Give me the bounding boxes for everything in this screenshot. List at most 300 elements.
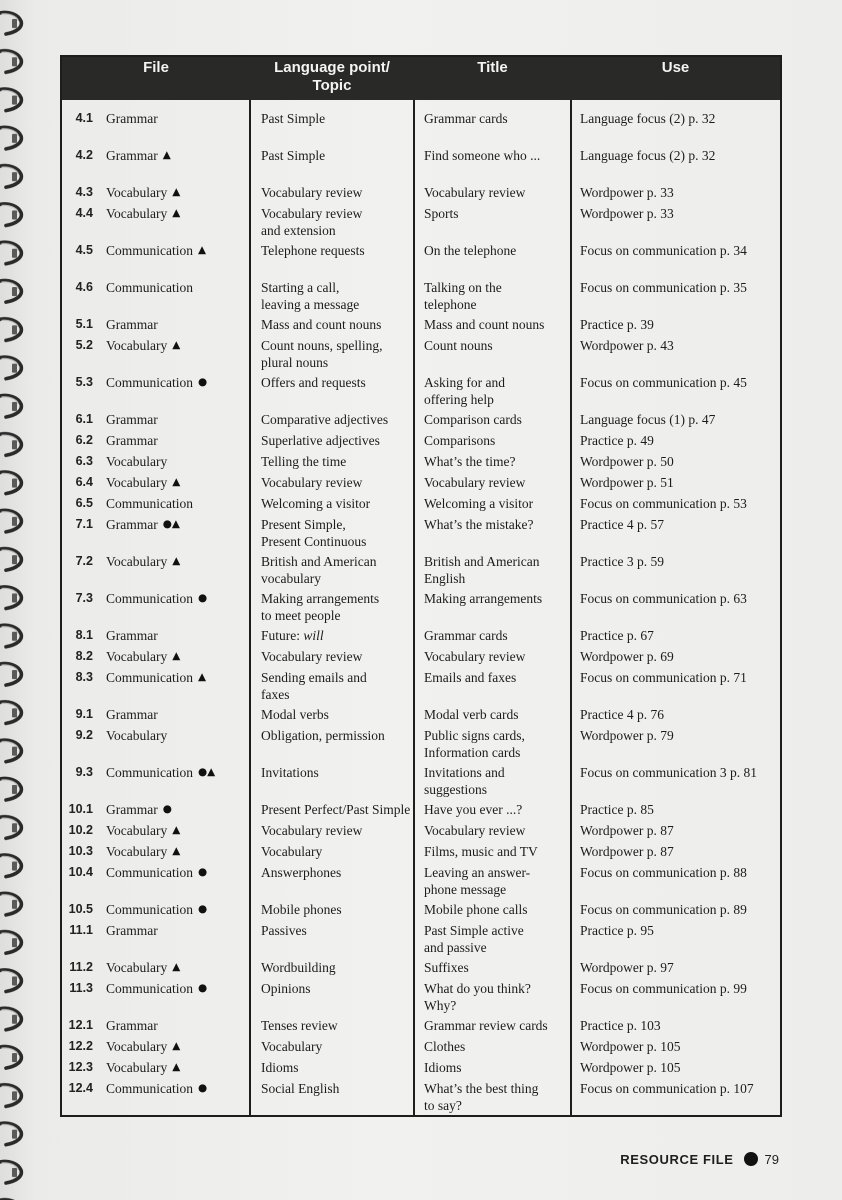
file-type: Vocabulary — [106, 475, 168, 490]
table-row — [62, 335, 780, 372]
title-cell — [414, 493, 571, 514]
header-file: File — [143, 59, 169, 76]
use-cell — [571, 704, 780, 725]
use-text: Practice p. 95 — [580, 923, 654, 938]
language-point-cell — [250, 725, 414, 762]
title-cell — [414, 899, 571, 920]
table-row — [62, 551, 780, 588]
title-cell — [414, 372, 571, 409]
title-text: Comparisons — [424, 433, 496, 448]
language-point-text: Future: — [261, 628, 300, 643]
table-row — [62, 240, 780, 277]
language-point-cell — [250, 1015, 414, 1036]
title-text: Have you ever ...? — [424, 802, 523, 817]
file-type: Communication — [106, 670, 193, 685]
use-cell — [571, 335, 780, 372]
language-point-cell — [250, 493, 414, 514]
file-cell — [62, 277, 250, 314]
use-text: Focus on communication p. 99 — [580, 981, 747, 996]
title-text: Asking for and offering help — [424, 375, 505, 407]
file-cell — [62, 762, 250, 799]
file-cell — [62, 372, 250, 409]
file-number: 4.1 — [75, 111, 93, 125]
language-point-text: Wordbuilding — [261, 960, 336, 975]
language-point-cell — [250, 409, 414, 430]
table-row — [62, 725, 780, 762]
use-cell — [571, 182, 780, 203]
file-cell — [62, 182, 250, 203]
use-cell — [571, 551, 780, 588]
use-cell — [571, 372, 780, 409]
file-number: 4.4 — [75, 206, 93, 220]
use-text: Practice 4 p. 57 — [580, 517, 664, 532]
file-number: 12.2 — [68, 1039, 93, 1053]
use-cell — [571, 493, 780, 514]
file-number: 5.1 — [75, 317, 93, 331]
file-number: 10.2 — [68, 823, 93, 837]
language-point-text: Mobile phones — [261, 902, 342, 917]
language-point-cell — [250, 335, 414, 372]
file-type-symbols: ● — [198, 903, 208, 915]
file-cell — [62, 240, 250, 277]
use-cell — [571, 409, 780, 430]
file-number: 7.1 — [75, 517, 93, 531]
file-type: Grammar — [106, 412, 158, 427]
file-number: 10.4 — [68, 865, 93, 879]
header-use: Use — [661, 59, 690, 76]
title-text: Grammar cards — [424, 628, 508, 643]
file-number: 9.3 — [75, 765, 93, 779]
file-type-symbols: ▲ — [172, 186, 181, 198]
title-cell — [414, 335, 571, 372]
title-text: What’s the mistake? — [424, 517, 534, 532]
table-row — [62, 667, 780, 704]
file-cell — [62, 1078, 250, 1115]
file-number: 12.4 — [68, 1081, 93, 1095]
table-row — [62, 314, 780, 335]
language-point-text: Making arrangements to meet people — [261, 591, 380, 623]
file-type: Vocabulary — [106, 823, 168, 838]
file-cell — [62, 1057, 250, 1078]
language-point-text: Idioms — [261, 1060, 299, 1075]
file-type: Grammar — [106, 517, 158, 532]
use-text: Focus on communication 3 p. 81 — [580, 765, 757, 780]
table-row — [62, 920, 780, 957]
use-text: Practice 4 p. 76 — [580, 707, 664, 722]
file-type: Vocabulary — [106, 960, 168, 975]
table-row — [62, 277, 780, 314]
table-row — [62, 1057, 780, 1078]
file-type: Communication — [106, 375, 193, 390]
resource-table — [60, 55, 782, 1117]
language-point-text: Telephone requests — [261, 243, 365, 258]
file-type: Grammar — [106, 802, 158, 817]
title-cell — [414, 551, 571, 588]
file-type: Grammar — [106, 628, 158, 643]
use-cell — [571, 862, 780, 899]
use-text: Wordpower p. 33 — [580, 206, 674, 221]
use-text: Focus on communication p. 45 — [580, 375, 747, 390]
language-point-cell — [250, 646, 414, 667]
page-footer — [620, 1150, 779, 1168]
file-type: Communication — [106, 981, 193, 996]
file-cell — [62, 203, 250, 240]
title-cell — [414, 588, 571, 625]
language-point-text: Vocabulary review — [261, 475, 363, 490]
use-text: Focus on communication p. 89 — [580, 902, 747, 917]
language-point-text: Vocabulary — [261, 1039, 323, 1054]
language-point-cell — [250, 920, 414, 957]
file-number: 11.2 — [69, 960, 93, 974]
file-type: Communication — [106, 765, 193, 780]
title-text: Leaving an answer- phone message — [424, 865, 531, 897]
language-point-text: Opinions — [261, 981, 311, 996]
file-number: 8.1 — [75, 628, 93, 642]
language-point-text: Mass and count nouns — [261, 317, 382, 332]
use-cell — [571, 314, 780, 335]
file-type-symbols: ●▲ — [198, 766, 216, 778]
file-type-symbols: ▲ — [198, 244, 207, 256]
table-row — [62, 108, 780, 145]
language-point-cell — [250, 862, 414, 899]
use-cell — [571, 472, 780, 493]
table-row — [62, 203, 780, 240]
use-text: Focus on communication p. 88 — [580, 865, 747, 880]
use-cell — [571, 108, 780, 145]
title-text: Find someone who ... — [424, 148, 541, 163]
title-text: On the telephone — [424, 243, 517, 258]
file-cell — [62, 551, 250, 588]
table-row — [62, 409, 780, 430]
language-point-cell — [250, 704, 414, 725]
language-point-cell — [250, 514, 414, 551]
title-cell — [414, 862, 571, 899]
language-point-text: Telling the time — [261, 454, 347, 469]
file-type: Vocabulary — [106, 454, 168, 469]
title-text: Idioms — [424, 1060, 462, 1075]
language-point-text: Present Simple, Present Continuous — [261, 517, 367, 549]
title-text: Vocabulary review — [424, 185, 526, 200]
title-cell — [414, 762, 571, 799]
file-cell — [62, 409, 250, 430]
file-type-symbols: ● — [198, 1082, 208, 1094]
use-text: Wordpower p. 51 — [580, 475, 674, 490]
title-cell — [414, 203, 571, 240]
use-text: Wordpower p. 97 — [580, 960, 674, 975]
language-point-text: Sending emails and faxes — [261, 670, 367, 702]
file-number: 5.3 — [75, 375, 93, 389]
title-cell — [414, 145, 571, 182]
language-point-cell — [250, 451, 414, 472]
file-type: Vocabulary — [106, 844, 168, 859]
language-point-cell — [250, 762, 414, 799]
file-type-symbols: ● — [198, 866, 208, 878]
file-cell — [62, 862, 250, 899]
file-type-symbols: ▲ — [172, 207, 181, 219]
file-number: 4.3 — [75, 185, 93, 199]
table-row — [62, 704, 780, 725]
use-text: Wordpower p. 69 — [580, 649, 674, 664]
file-type: Communication — [106, 243, 193, 258]
file-cell — [62, 430, 250, 451]
file-type: Communication — [106, 591, 193, 606]
use-cell — [571, 1036, 780, 1057]
language-point-text: Welcoming a visitor — [261, 496, 371, 511]
spiral-binding — [0, 0, 30, 1200]
title-text: Talking on the telephone — [424, 280, 502, 312]
table-row — [62, 1036, 780, 1057]
table-row — [62, 145, 780, 182]
title-text: Films, music and TV — [424, 844, 538, 859]
use-cell — [571, 667, 780, 704]
table-row — [62, 799, 780, 820]
file-type-symbols: ● — [198, 592, 208, 604]
use-cell — [571, 145, 780, 182]
language-point-cell — [250, 277, 414, 314]
use-cell — [571, 277, 780, 314]
use-cell — [571, 588, 780, 625]
use-cell — [571, 725, 780, 762]
use-text: Focus on communication p. 34 — [580, 243, 747, 258]
table-row — [62, 451, 780, 472]
title-cell — [414, 957, 571, 978]
file-cell — [62, 1036, 250, 1057]
title-cell — [414, 451, 571, 472]
use-cell — [571, 957, 780, 978]
file-number: 8.3 — [75, 670, 93, 684]
use-text: Language focus (2) p. 32 — [580, 111, 716, 126]
file-number: 7.3 — [75, 591, 93, 605]
language-point-cell — [250, 182, 414, 203]
language-point-text: Modal verbs — [261, 707, 329, 722]
file-type: Communication — [106, 902, 193, 917]
title-cell — [414, 704, 571, 725]
language-point-cell — [250, 145, 414, 182]
file-cell — [62, 899, 250, 920]
use-cell — [571, 799, 780, 820]
file-type: Vocabulary — [106, 1039, 168, 1054]
language-point-text: Comparative adjectives — [261, 412, 389, 427]
table-row — [62, 1015, 780, 1036]
use-cell — [571, 920, 780, 957]
use-text: Wordpower p. 43 — [580, 338, 674, 353]
language-point-text: Invitations — [261, 765, 319, 780]
title-text: What’s the time? — [424, 454, 516, 469]
file-cell — [62, 646, 250, 667]
title-text: Vocabulary review — [424, 475, 526, 490]
title-cell — [414, 1036, 571, 1057]
file-number: 12.3 — [68, 1060, 93, 1074]
file-number: 10.3 — [68, 844, 93, 858]
title-text: What do you think? Why? — [424, 981, 531, 1013]
title-cell — [414, 978, 571, 1015]
title-text: Mobile phone calls — [424, 902, 528, 917]
title-cell — [414, 514, 571, 551]
use-cell — [571, 1015, 780, 1036]
language-point-text: Passives — [261, 923, 307, 938]
language-point-text: Answerphones — [261, 865, 342, 880]
table-row — [62, 372, 780, 409]
use-text: Wordpower p. 105 — [580, 1060, 681, 1075]
use-text: Focus on communication p. 63 — [580, 591, 747, 606]
file-number: 12.1 — [68, 1018, 93, 1032]
file-cell — [62, 625, 250, 646]
file-type: Communication — [106, 1081, 193, 1096]
language-point-cell — [250, 957, 414, 978]
title-text: Vocabulary review — [424, 649, 526, 664]
use-cell — [571, 646, 780, 667]
title-text: Vocabulary review — [424, 823, 526, 838]
use-text: Practice p. 103 — [580, 1018, 661, 1033]
table-row — [62, 978, 780, 1015]
file-type-symbols: ▲ — [172, 555, 181, 567]
file-cell — [62, 978, 250, 1015]
file-type: Grammar — [106, 433, 158, 448]
use-text: Wordpower p. 87 — [580, 844, 674, 859]
language-point-cell — [250, 799, 414, 820]
language-point-text: Past Simple — [261, 148, 326, 163]
language-point-text: Vocabulary review — [261, 185, 363, 200]
title-text: Past Simple active and passive — [424, 923, 524, 955]
title-text: Grammar cards — [424, 111, 508, 126]
file-type-symbols: ▲ — [172, 1061, 181, 1073]
file-number: 11.1 — [69, 923, 93, 937]
use-text: Practice p. 39 — [580, 317, 654, 332]
language-point-italic: will — [303, 628, 324, 643]
file-number: 5.2 — [75, 338, 93, 352]
title-cell — [414, 240, 571, 277]
use-text: Wordpower p. 79 — [580, 728, 674, 743]
table-body — [62, 108, 780, 1115]
file-type-symbols: ▲ — [172, 961, 181, 973]
use-text: Practice p. 49 — [580, 433, 654, 448]
language-point-text: Tenses review — [261, 1018, 338, 1033]
use-text: Focus on communication p. 107 — [580, 1081, 754, 1096]
file-type: Vocabulary — [106, 185, 168, 200]
use-text: Language focus (2) p. 32 — [580, 148, 716, 163]
use-text: Practice p. 67 — [580, 628, 654, 643]
use-cell — [571, 762, 780, 799]
language-point-cell — [250, 667, 414, 704]
table-header — [62, 57, 780, 100]
title-cell — [414, 920, 571, 957]
use-text: Wordpower p. 105 — [580, 1039, 681, 1054]
file-type-symbols: ▲ — [172, 339, 181, 351]
language-point-text: British and American vocabulary — [261, 554, 377, 586]
filled-circle-icon — [744, 1152, 758, 1166]
title-cell — [414, 472, 571, 493]
use-cell — [571, 240, 780, 277]
file-cell — [62, 920, 250, 957]
language-point-cell — [250, 551, 414, 588]
language-point-text: Social English — [261, 1081, 340, 1096]
file-type: Grammar — [106, 317, 158, 332]
title-cell — [414, 430, 571, 451]
file-type-symbols: ▲ — [172, 824, 181, 836]
language-point-cell — [250, 1057, 414, 1078]
title-cell — [414, 1015, 571, 1036]
file-type-symbols: ▲ — [198, 671, 207, 683]
language-point-cell — [250, 1078, 414, 1115]
file-type: Grammar — [106, 148, 158, 163]
file-number: 6.5 — [75, 496, 93, 510]
file-cell — [62, 335, 250, 372]
title-cell — [414, 625, 571, 646]
title-text: Modal verb cards — [424, 707, 519, 722]
file-number: 10.5 — [68, 902, 93, 916]
title-cell — [414, 314, 571, 335]
use-cell — [571, 625, 780, 646]
language-point-text: Vocabulary — [261, 844, 323, 859]
table-row — [62, 493, 780, 514]
file-type: Vocabulary — [106, 206, 168, 221]
language-point-cell — [250, 899, 414, 920]
language-point-text: Vocabulary review and extension — [261, 206, 363, 238]
language-point-cell — [250, 472, 414, 493]
file-number: 9.2 — [75, 728, 93, 742]
use-cell — [571, 451, 780, 472]
language-point-text: Vocabulary review — [261, 649, 363, 664]
file-number: 6.2 — [75, 433, 93, 447]
file-cell — [62, 588, 250, 625]
title-text: Clothes — [424, 1039, 466, 1054]
use-text: Practice 3 p. 59 — [580, 554, 664, 569]
file-cell — [62, 1015, 250, 1036]
table-row — [62, 899, 780, 920]
table-row — [62, 646, 780, 667]
file-number: 9.1 — [75, 707, 93, 721]
file-cell — [62, 145, 250, 182]
file-type-symbols: ▲ — [172, 650, 181, 662]
file-number: 8.2 — [75, 649, 93, 663]
file-type: Vocabulary — [106, 649, 168, 664]
table-row — [62, 957, 780, 978]
file-type: Grammar — [106, 707, 158, 722]
file-number: 6.4 — [75, 475, 93, 489]
language-point-cell — [250, 108, 414, 145]
file-type: Grammar — [106, 923, 158, 938]
language-point-cell — [250, 1036, 414, 1057]
file-cell — [62, 704, 250, 725]
file-cell — [62, 514, 250, 551]
use-cell — [571, 899, 780, 920]
title-text: Suffixes — [424, 960, 469, 975]
table-row — [62, 820, 780, 841]
page-number: 79 — [764, 1151, 779, 1167]
language-point-text: Starting a call, leaving a message — [261, 280, 360, 312]
table-row — [62, 182, 780, 203]
file-type-symbols: ▲ — [172, 476, 181, 488]
file-cell — [62, 820, 250, 841]
language-point-cell — [250, 314, 414, 335]
title-text: What’s the best thing to say? — [424, 1081, 539, 1113]
file-cell — [62, 472, 250, 493]
file-cell — [62, 493, 250, 514]
file-type: Vocabulary — [106, 554, 168, 569]
use-text: Focus on communication p. 35 — [580, 280, 747, 295]
table-row — [62, 588, 780, 625]
file-type: Communication — [106, 865, 193, 880]
language-point-text: Count nouns, spelling, plural nouns — [261, 338, 383, 370]
file-number: 10.1 — [68, 802, 93, 816]
file-number: 11.3 — [69, 981, 93, 995]
table-row — [62, 841, 780, 862]
file-type: Vocabulary — [106, 728, 168, 743]
title-cell — [414, 820, 571, 841]
file-type-symbols: ● — [198, 376, 208, 388]
title-cell — [414, 182, 571, 203]
header-language-point: Language point/ Topic — [274, 59, 390, 94]
